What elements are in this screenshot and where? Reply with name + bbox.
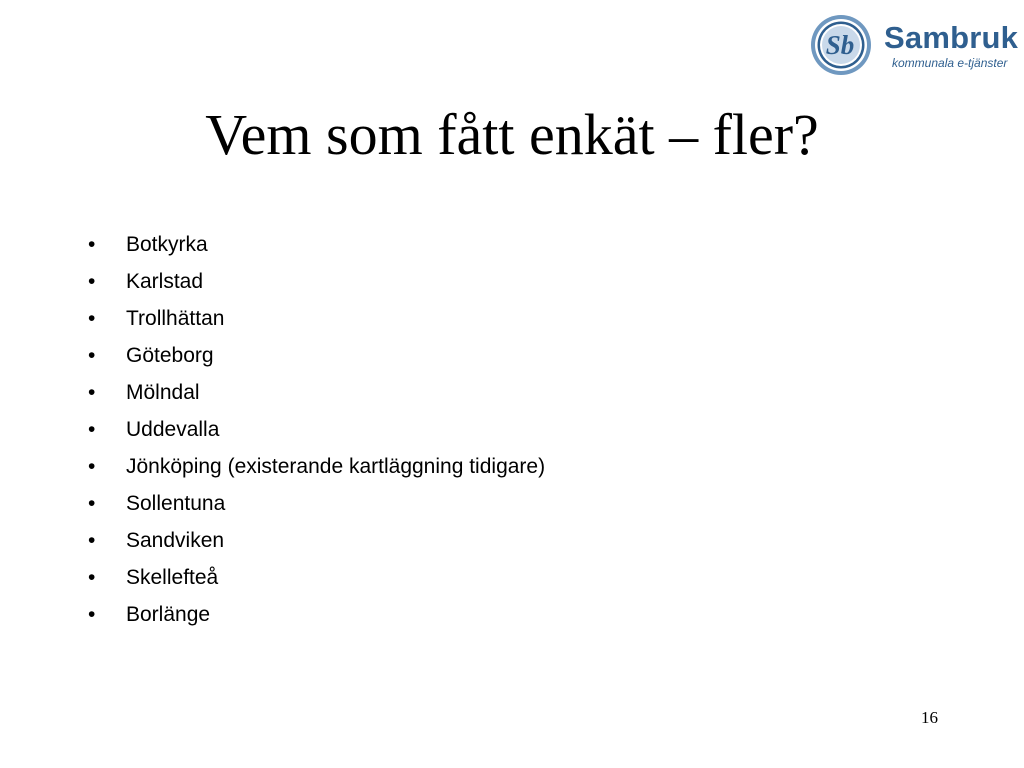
bullet-icon: • (88, 270, 96, 293)
bullet-icon: • (88, 233, 96, 256)
list-item-text: Uddevalla (126, 418, 220, 441)
logo-tagline: kommunala e-tjänster (892, 56, 1008, 70)
list-item-text: Borlänge (126, 603, 211, 626)
bullet-icon: • (88, 307, 96, 330)
bullet-icon: • (88, 344, 96, 367)
bullet-icon: • (88, 492, 96, 515)
list-item-text: Sollentuna (126, 492, 226, 515)
list-item-text: Skellefteå (126, 566, 219, 589)
bullet-icon: • (88, 566, 96, 589)
bullet-icon: • (88, 455, 96, 478)
list-item-text: Jönköping (existerande kartläggning tidigare) (126, 455, 546, 478)
logo-monogram: Sb (825, 30, 855, 60)
slide-title: Vem som fått enkät – fler? (205, 102, 819, 167)
list-item-text: Botkyrka (126, 233, 208, 256)
sambruk-logo (810, 14, 1019, 78)
logo-wordmark: Sambruk (884, 20, 1019, 55)
list-item-text: Göteborg (126, 344, 214, 367)
bullet-icon: • (88, 381, 96, 404)
list-item-text: Mölndal (126, 381, 200, 404)
list-item-text: Sandviken (126, 529, 225, 552)
bullet-icon: • (88, 418, 96, 441)
list-item-text: Karlstad (126, 270, 204, 293)
list-item-text: Trollhättan (126, 307, 225, 330)
bullet-icon: • (88, 603, 96, 626)
page-number: 16 (921, 708, 938, 727)
bullet-icon: • (88, 529, 96, 552)
sambruk-logo-mark (810, 14, 872, 76)
